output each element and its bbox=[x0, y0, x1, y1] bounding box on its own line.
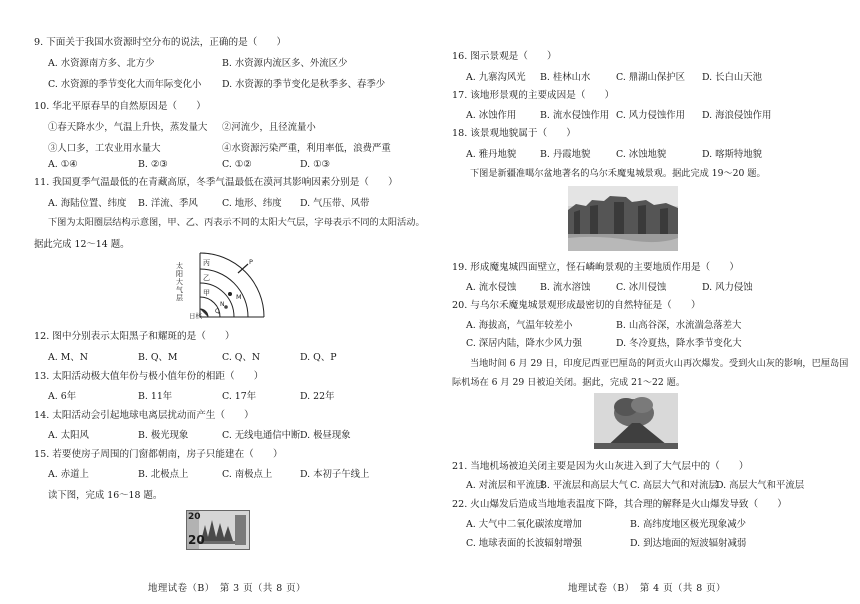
left-page-footer: 地理试卷（B） 第 3 页（共 8 页） bbox=[148, 583, 306, 594]
question-13-option-b: B. 11年 bbox=[138, 391, 173, 402]
question-19-option-b: B. 流水溶蚀 bbox=[540, 282, 591, 293]
question-17-option-c: C. 风力侵蚀作用 bbox=[616, 110, 686, 121]
question-14-option-a: A. 太阳风 bbox=[48, 430, 89, 441]
layer-jia-label: 甲 bbox=[203, 289, 210, 297]
question-22-option-b: B. 高纬度地区极光现象减少 bbox=[630, 519, 746, 530]
question-22-stem: 22. 火山爆发后造成当地地表温度下降，其合理的解释是火山爆发导致（ ） bbox=[452, 499, 787, 510]
sun-atmosphere-side-label: 太阳大气层 bbox=[176, 262, 183, 302]
question-11-stem: 11. 我国夏季气温最低的在青藏高原，冬季气温最低在漠河其影响因素分别是（ ） bbox=[34, 177, 398, 188]
question-15-option-c: C. 南极点上 bbox=[222, 469, 273, 480]
marker-p: P bbox=[249, 258, 253, 266]
question-14-stem: 14. 太阳活动会引起地球电离层扰动而产生（ ） bbox=[34, 410, 254, 421]
question-11-option-a: A. 海陆位置、纬度 bbox=[48, 198, 127, 209]
marker-n: N bbox=[220, 301, 225, 308]
banknote-denomination-bottom: 20 bbox=[188, 533, 205, 547]
layer-yi-label: 乙 bbox=[203, 274, 210, 282]
question-15-option-a: A. 赤道上 bbox=[48, 469, 89, 480]
marker-m: M bbox=[236, 293, 242, 301]
right-page-footer: 地理试卷（B） 第 4 页（共 8 页） bbox=[568, 583, 726, 594]
question-13-stem: 13. 太阳活动极大值年份与极小值年份的相距（ ） bbox=[34, 371, 264, 382]
question-10-option-a: A. ①④ bbox=[48, 159, 78, 170]
question-15-stem: 15. 若要使房子周围的门窗都朝南，房子只能建在（ ） bbox=[34, 449, 283, 460]
question-9-option-d: D. 水资源的季节变化是秋季多、春季少 bbox=[222, 79, 386, 90]
right-page bbox=[430, 0, 860, 604]
question-20-option-d: D. 冬冷夏热，降水季节变化大 bbox=[616, 338, 742, 349]
question-20-option-a: A. 海拔高，气温年较差小 bbox=[466, 320, 573, 331]
question-11-option-d: D. 气压带、风带 bbox=[300, 198, 370, 209]
question-12-option-b: B. Q、M bbox=[138, 352, 178, 363]
question-16-option-d: D. 长白山天池 bbox=[702, 72, 763, 83]
question-19-option-d: D. 风力侵蚀 bbox=[702, 282, 753, 293]
question-9-option-c: C. 水资源的季节变化大而年际变化小 bbox=[48, 79, 202, 90]
question-19-option-a: A. 流水侵蚀 bbox=[466, 282, 517, 293]
question-12-option-a: A. M、N bbox=[48, 352, 88, 363]
question-17-stem: 17. 该地形景观的主要成因是（ ） bbox=[452, 90, 615, 101]
question-12-stem: 12. 图中分别表示太阳黑子和耀斑的是（ ） bbox=[34, 331, 235, 342]
question-19-stem: 19. 形成魔鬼城四面壁立，怪石嶙峋景观的主要地质作用是（ ） bbox=[452, 262, 739, 273]
question-15-option-d: D. 本初子午线上 bbox=[300, 469, 370, 480]
question-13-option-c: C. 17年 bbox=[222, 391, 257, 402]
banknote-image bbox=[186, 510, 250, 550]
question-18-option-d: D. 喀斯特地貌 bbox=[702, 149, 763, 160]
intro-12-14-range: 据此完成 12～14 题。 bbox=[34, 239, 130, 250]
question-21-stem: 21. 当地机场被迫关闭主要是因为火山灰进入到了大气层中的（ ） bbox=[452, 461, 749, 472]
question-21-option-b: B. 平流层和高层大气 bbox=[540, 480, 628, 491]
question-9-option-a: A. 水资源南方多、北方少 bbox=[48, 58, 155, 69]
banknote-denomination-top: 20 bbox=[188, 512, 201, 522]
question-11-option-b: B. 洋流、季风 bbox=[138, 198, 198, 209]
question-20-option-b: B. 山高谷深，水流湍急落差大 bbox=[616, 320, 742, 331]
question-18-option-a: A. 雅丹地貌 bbox=[466, 149, 517, 160]
question-21-option-d: D. 高层大气和平流层 bbox=[716, 480, 805, 491]
intro-16-18: 读下图，完成 16～18 题。 bbox=[48, 490, 163, 501]
intro-12-14: 下图为太阳圈层结构示意图，甲、乙、丙表示不同的太阳大气层，字母表示不同的太阳活动。 bbox=[48, 217, 425, 228]
volcano-photo bbox=[594, 393, 678, 449]
question-20-stem: 20. 与乌尔禾魔鬼城景观形成最密切的自然特征是（ ） bbox=[452, 300, 701, 311]
question-10-statement-4: ④水资源污染严重，利用率低，浪费严重 bbox=[222, 143, 391, 154]
question-14-option-c: C. 无线电通信中断 bbox=[222, 430, 301, 441]
question-16-option-c: C. 鼎湖山保护区 bbox=[616, 72, 686, 83]
question-18-option-b: B. 丹霞地貌 bbox=[540, 149, 591, 160]
core-label: 日核 bbox=[189, 312, 202, 320]
question-10-statement-2: ②河流少，且径流量小 bbox=[222, 122, 316, 133]
intro-21-22-line2: 际机场在 6 月 29 日被迫关闭。据此，完成 21～22 题。 bbox=[452, 377, 686, 388]
question-13-option-d: D. 22年 bbox=[300, 391, 335, 402]
question-21-option-c: C. 高层大气和对流层 bbox=[630, 480, 718, 491]
question-18-option-c: C. 冰蚀地貌 bbox=[616, 149, 667, 160]
question-20-option-c: C. 深居内陆，降水少风力强 bbox=[466, 338, 582, 349]
question-12-option-c: C. Q、N bbox=[222, 352, 261, 363]
question-19-option-c: C. 冰川侵蚀 bbox=[616, 282, 667, 293]
question-17-option-b: B. 流水侵蚀作用 bbox=[540, 110, 610, 121]
question-21-option-a: A. 对流层和平流层 bbox=[466, 480, 545, 491]
question-16-option-b: B. 桂林山水 bbox=[540, 72, 591, 83]
question-22-option-c: C. 地球表面的长波辐射增强 bbox=[466, 538, 582, 549]
question-14-option-b: B. 极光现象 bbox=[138, 430, 189, 441]
question-10-statement-3: ③人口多，工农业用水量大 bbox=[48, 143, 161, 154]
question-16-option-a: A. 九寨沟风光 bbox=[466, 72, 526, 83]
sun-structure-diagram bbox=[186, 251, 268, 321]
intro-19-20: 下图是新疆准噶尔盆地著名的乌尔禾魔鬼城景观。据此完成 19～20 题。 bbox=[470, 168, 766, 179]
question-18-stem: 18. 该景观地貌属于（ ） bbox=[452, 128, 576, 139]
marker-q: Q bbox=[215, 308, 220, 315]
question-10-stem: 10. 华北平原春旱的自然原因是（ ） bbox=[34, 101, 206, 112]
question-11-option-c: C. 地形、纬度 bbox=[222, 198, 282, 209]
question-16-stem: 16. 图示景观是（ ） bbox=[452, 51, 557, 62]
question-14-option-d: D. 极昼现象 bbox=[300, 430, 351, 441]
ghost-city-photo bbox=[568, 186, 678, 251]
question-9-option-b: B. 水资源内流区多、外流区少 bbox=[222, 58, 348, 69]
question-22-option-a: A. 大气中二氧化碳浓度增加 bbox=[466, 519, 582, 530]
question-15-option-b: B. 北极点上 bbox=[138, 469, 189, 480]
question-12-option-d: D. Q、P bbox=[300, 352, 337, 363]
question-10-option-b: B. ②③ bbox=[138, 159, 168, 170]
question-9-stem: 9. 下面关于我国水资源时空分布的说法，正确的是（ ） bbox=[34, 37, 287, 48]
question-10-option-c: C. ①② bbox=[222, 159, 252, 170]
question-22-option-d: D. 到达地面的短波辐射减弱 bbox=[630, 538, 747, 549]
question-17-option-a: A. 冰蚀作用 bbox=[466, 110, 517, 121]
layer-bing-label: 丙 bbox=[203, 259, 210, 267]
question-13-option-a: A. 6年 bbox=[48, 391, 77, 402]
question-10-option-d: D. ①③ bbox=[300, 159, 330, 170]
intro-21-22-line1: 当地时间 6 月 29 日，印度尼西亚巴厘岛的阿贡火山再次爆发。受到火山灰的影响，巴厘岛国 bbox=[470, 358, 849, 369]
question-17-option-d: D. 海浪侵蚀作用 bbox=[702, 110, 772, 121]
question-10-statement-1: ①春天降水少，气温上升快，蒸发量大 bbox=[48, 122, 208, 133]
